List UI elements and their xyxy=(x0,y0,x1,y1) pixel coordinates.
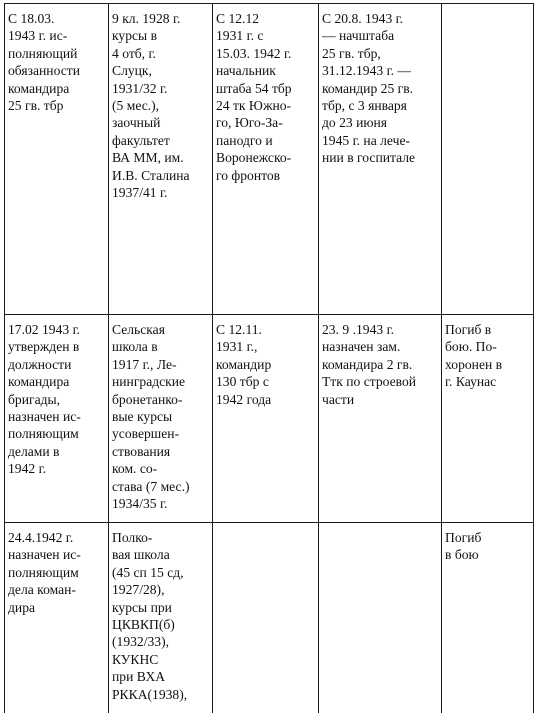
cell-text: С 20.8. 1943 г. — начштаба 25 гв. тбр, 31.12.1943 г. — командир 25 гв. тбр, с 3 января до 23 июня 1945 г. на лече- нии в госпитале xyxy=(322,11,416,166)
cell-text: С 12.12 1931 г. с 15.03. 1942 г. начальник штаба 54 тбр 24 тк Южно- го, Юго-За- панодго и Воронежско- го фронтов xyxy=(216,11,292,183)
table-cell xyxy=(442,523,534,713)
table-cell xyxy=(442,4,534,315)
table-cell xyxy=(319,4,442,315)
table-cell xyxy=(5,315,109,523)
cell-text: 24.4.1942 г. назначен ис- полняющим дела коман- дира xyxy=(8,530,81,615)
table-cell xyxy=(109,523,213,713)
cell-text: Сельская школа в 1917 г., Ле- нинградские бронетанко- вые курсы усовершен- ствования ком. со- става (7 мес.) 1934/35 г. xyxy=(112,322,190,512)
cell-text: С 18.03. 1943 г. ис- полняющий обязанности командира 25 гв. тбр xyxy=(8,11,80,114)
table-cell xyxy=(109,4,213,315)
table-cell xyxy=(213,4,319,315)
table-cell xyxy=(213,315,319,523)
table-row xyxy=(5,4,534,315)
cell-text: Погиб в бою xyxy=(445,530,482,563)
cell-text: 23. 9 .1943 г. назначен зам. командира 2 гв. Ттк по строевой части xyxy=(322,322,417,407)
table-cell xyxy=(5,4,109,315)
table-row xyxy=(5,315,534,523)
table-cell xyxy=(319,315,442,523)
cell-text: Погиб в бою. По- хоронен в г. Каунас xyxy=(445,322,503,390)
table-cell xyxy=(442,315,534,523)
table-cell xyxy=(319,523,442,713)
table-cell xyxy=(5,523,109,713)
cell-text: 17.02 1943 г. утвержден в должности командира бригады, назначен ис- полняющим делами в 1942 г. xyxy=(8,322,81,477)
cell-text: 9 кл. 1928 г. курсы в 4 отб, г. Слуцк, 1931/32 г. (5 мес.), заочный факультет ВА ММ, им. И.В. Сталина 1937/41 г. xyxy=(112,11,190,201)
cell-text: С 12.11. 1931 г., командир 130 тбр с 1942 года xyxy=(216,322,272,407)
officers-table xyxy=(4,3,534,713)
table-cell xyxy=(213,523,319,713)
table-cell xyxy=(109,315,213,523)
table-row xyxy=(5,523,534,713)
cell-text: Полко- вая школа (45 сп 15 сд, 1927/28), курсы при ЦКВКП(б) (1932/33), КУКНС при ВХА РККА(1938), xyxy=(112,530,188,702)
